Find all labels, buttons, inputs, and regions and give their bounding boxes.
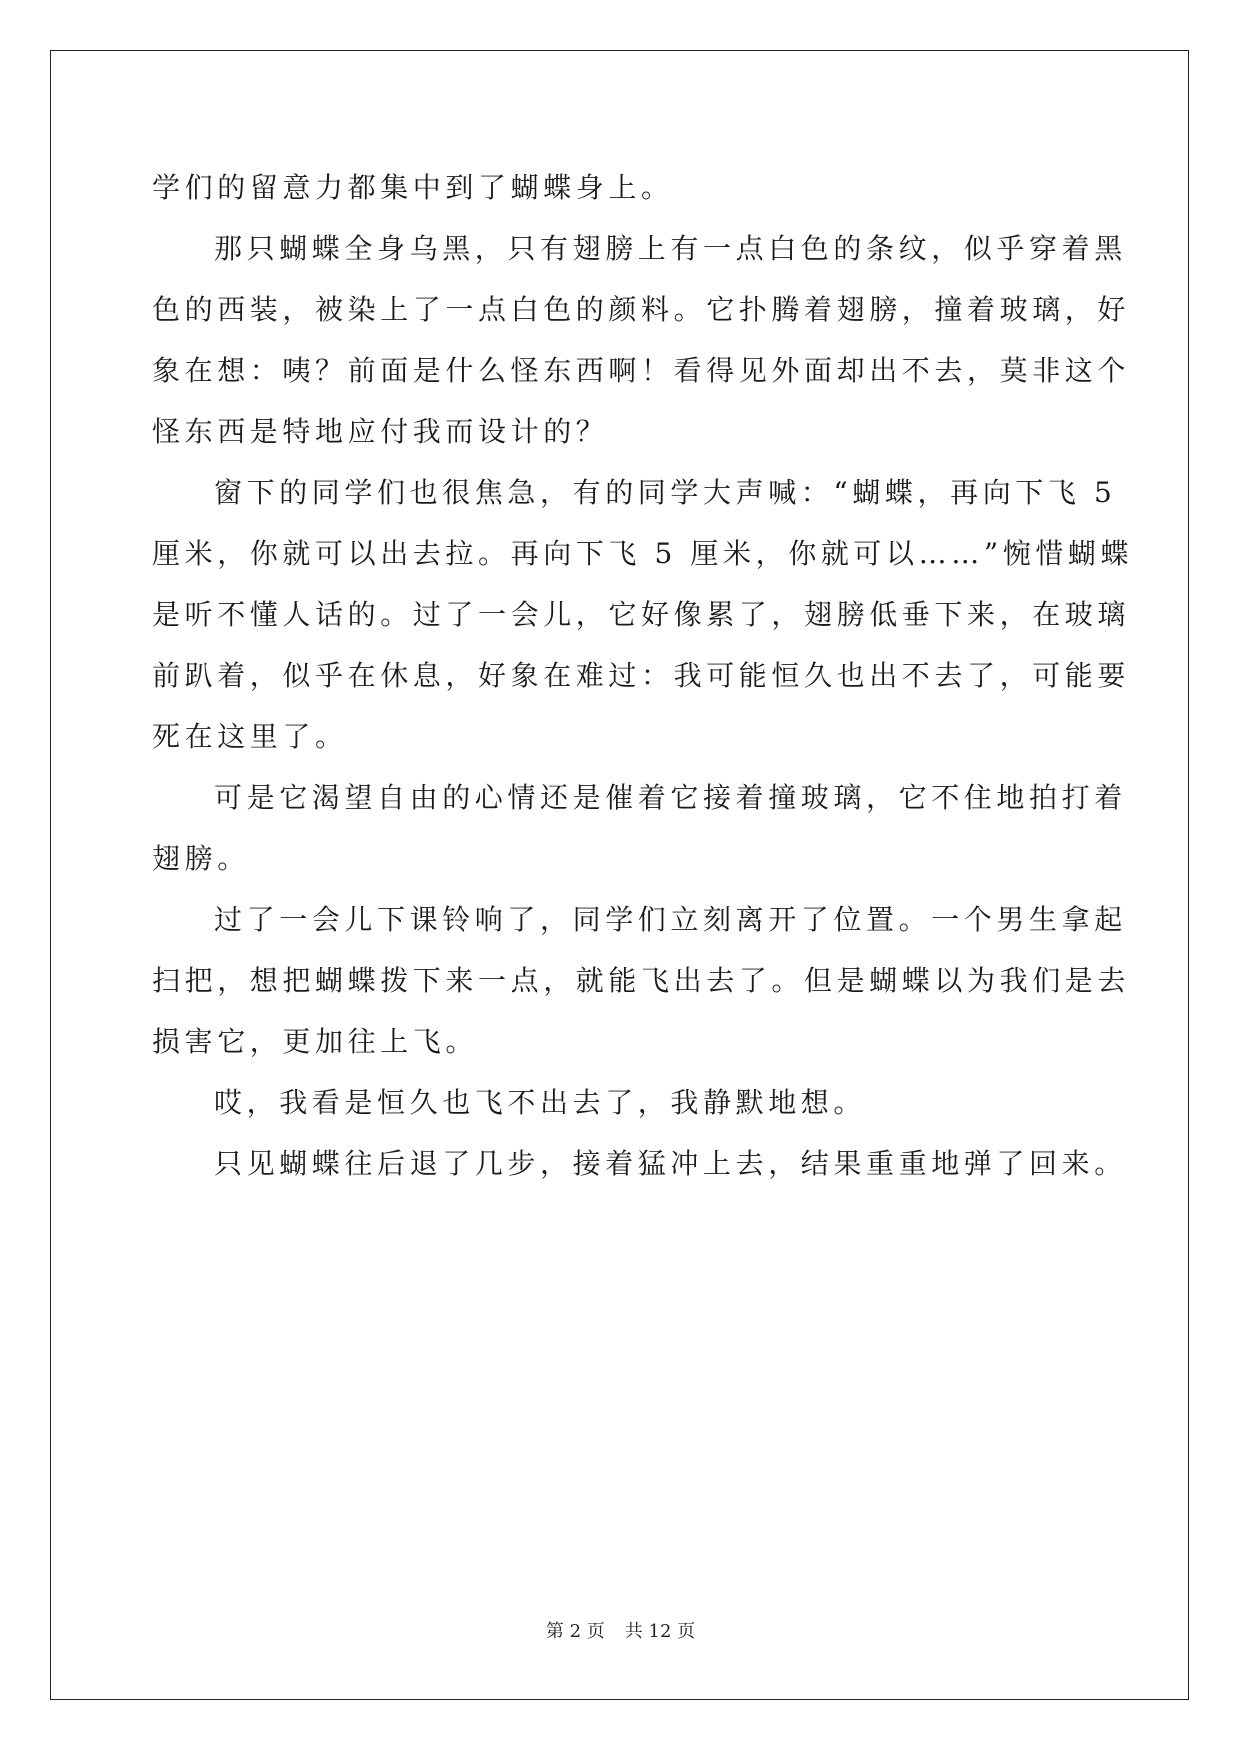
document-body bbox=[152, 157, 1134, 1194]
total-pages: 共 12 页 bbox=[624, 1621, 696, 1642]
text-line: 那只蝴蝶全身乌黑，只有翅膀上有一点白色的条纹，似乎穿着黑 bbox=[214, 232, 1127, 265]
text-line: 死在这里了。 bbox=[152, 720, 348, 753]
text-line: 前趴着，似乎在休息，好象在难过：我可能恒久也出不去了，可能要 bbox=[152, 659, 1131, 692]
text-line: 怪东西是特地应付我而设计的？ bbox=[152, 415, 609, 448]
text-line: 学们的留意力都集中到了蝴蝶身上。 bbox=[152, 171, 674, 204]
text-line: 是听不懂人话的。过了一会儿，它好像累了，翅膀低垂下来，在玻璃 bbox=[152, 598, 1131, 631]
text-line: 可是它渴望自由的心情还是催着它接着撞玻璃，它不住地拍打着 bbox=[214, 781, 1127, 814]
text-line: 色的西装，被染上了一点白色的颜料。它扑腾着翅膀，撞着玻璃，好 bbox=[152, 293, 1131, 326]
page-footer bbox=[0, 1617, 1241, 1643]
text-line: 象在想：咦？前面是什么怪东西啊！看得见外面却出不去，莫非这个 bbox=[152, 354, 1131, 387]
text-line: 只见蝴蝶往后退了几步，接着猛冲上去，结果重重地弹了回来。 bbox=[214, 1147, 1127, 1180]
text-line: 过了一会儿下课铃响了，同学们立刻离开了位置。一个男生拿起 bbox=[214, 903, 1127, 936]
text-line: 损害它，更加往上飞。 bbox=[152, 1025, 479, 1058]
text-line: 窗下的同学们也很焦急，有的同学大声喊：“蝴蝶，再向下飞 5 bbox=[214, 476, 1117, 509]
page-number: 第 2 页 bbox=[545, 1621, 605, 1642]
text-line: 哎，我看是恒久也飞不出去了，我静默地想。 bbox=[214, 1086, 867, 1119]
text-line: 扫把，想把蝴蝶拨下来一点，就能飞出去了。但是蝴蝶以为我们是去 bbox=[152, 964, 1131, 997]
text-line: 厘米，你就可以出去拉。再向下飞 5 厘米，你就可以……”惋惜蝴蝶 bbox=[152, 537, 1134, 570]
text-line: 翅膀。 bbox=[152, 842, 250, 875]
